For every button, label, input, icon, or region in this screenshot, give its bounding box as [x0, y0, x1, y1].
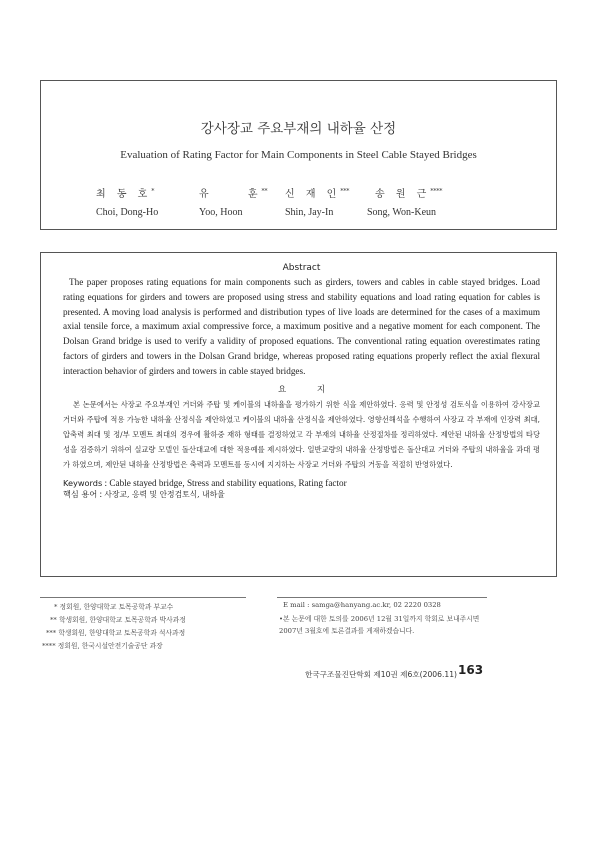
keywords-value: Cable stayed bridge, Stress and stability equations, Rating factor: [109, 478, 347, 489]
footnote-email: E mail : samga@hanyang.ac.kr, 02 2220 0328: [283, 601, 441, 609]
author-mark: **: [261, 188, 268, 195]
author-mark: ***: [340, 188, 350, 195]
author-2: [199, 185, 268, 218]
page-number: 163: [458, 663, 484, 677]
author-name-ko: 송 원 근: [375, 189, 431, 200]
footnote-author-4: **** 정회원, 한국시설안전기술공단 과장: [42, 642, 163, 650]
author-name-en: Choi, Dong-Ho: [96, 207, 159, 218]
abstract-english: The paper proposes rating equations for main components such as girders, towers and cables in cable stayed bridges. Load rating equations for girders and towers are proposed using stress and stability equations and load rating equation for cables is presented. A moving load analysis is performed and distribution types of live loads are determined for the cases of a maximum axial tensile force, a maximum axial compressive force, a maximum positive and a negative moment for each component. The Dolsan Grand bridge is used to verify a validity of proposed equations. The conventional rating equation overestimates rating factors of girders and towers in the Dolsan Grand bridge, whereas proposed rating equations properly reflect the axial flexural interaction behavior of girders and towers in cable stayed bridges.: [63, 277, 540, 376]
footnote-author-1: * 정회원, 한양대학교 토목공학과 부교수: [54, 603, 174, 611]
author-name-en: Shin, Jay-In: [285, 207, 334, 218]
author-name-ko: 최 동 호: [96, 189, 152, 200]
author-1: [96, 185, 158, 218]
keywords-label: Keywords: [63, 478, 103, 489]
abstract-heading: Abstract: [282, 263, 321, 273]
abstract-korean: 본 논문에서는 사장교 주요부재인 거더와 주탑 및 케이블의 내하율을 평가하기 위한 식을 제안하였다. 응력 및 안정성 검토식을 이용하여 강사장교 거더와 주탑에 적용 가능한 내하율 산정식을 제안하였고 케이블의 내하율 산정식을 제안하였다. 영향선해석을 수행하여 사장교 각 부재에 인장력 최대, 압축력 최대 및 정/부 모멘트 최대의 경우에 활하중 재하 형태를 결정하였고 각 부재의 내하율 산정절차를 정리하였다. 제안된 내하율 산정방법의 타당성을 검증하기 위하여 실교량 모델인 돌산대교에 대한 적용예를 제시하였다. 일반교량의 내하율 산정방법은 돌산대교 거더와 주탑의 내하율을 과대 평가 하였으며, 제안된 내하율 산정방법은 축력과 모멘트를 동시에 지지하는 사장교 거더와 주탑의 거동을 적절히 반영하였다.: [63, 399, 540, 469]
keywords-line: Keywords : Cable stayed bridge, Stress and stability equations, Rating factor: [63, 478, 347, 489]
english-title: Evaluation of Rating Factor for Main Components in Steel Cable Stayed Bridges: [120, 149, 477, 161]
korean-keywords-value: 사장교, 응력 및 안정검토식, 내하율: [104, 490, 225, 500]
journal-info: 한국구조물진단학회 제10권 제6호(2006.11): [305, 670, 458, 679]
author-name-en: Song, Won-Keun: [367, 207, 437, 218]
footnote-author-2: ** 학생회원, 한양대학교 토목공학과 박사과정: [50, 616, 186, 624]
footnote-divider-left: [40, 597, 246, 598]
footnote-divider-right: [277, 597, 487, 598]
author-3: [285, 185, 349, 218]
author-name-en: Yoo, Hoon: [199, 207, 243, 218]
author-name-ko: 신 재 인: [285, 189, 341, 200]
author-mark: ****: [430, 188, 443, 195]
author-mark: *: [151, 188, 155, 195]
author-name-ko: 유 훈: [199, 189, 262, 200]
footnote-discussion: •본 논문에 대한 토의를 2006년 12월 31일까지 학회로 보내주시면 2007년 3월호에 토론결과를 게재하겠습니다.: [279, 615, 480, 635]
korean-abstract-heading: 요 지: [277, 384, 340, 395]
korean-keywords-line: 핵심 용어 : 사장교, 응력 및 안정검토식, 내하율: [63, 489, 225, 500]
korean-keywords-label: 핵심 용어: [63, 489, 98, 500]
footnote-author-3: *** 학생회원, 한양대학교 토목공학과 석사과정: [46, 629, 186, 637]
abstract-box: [40, 252, 557, 577]
title-box: [40, 80, 557, 230]
korean-title: 강사장교 주요부재의 내하율 산정: [200, 121, 397, 137]
author-4: [367, 185, 442, 218]
